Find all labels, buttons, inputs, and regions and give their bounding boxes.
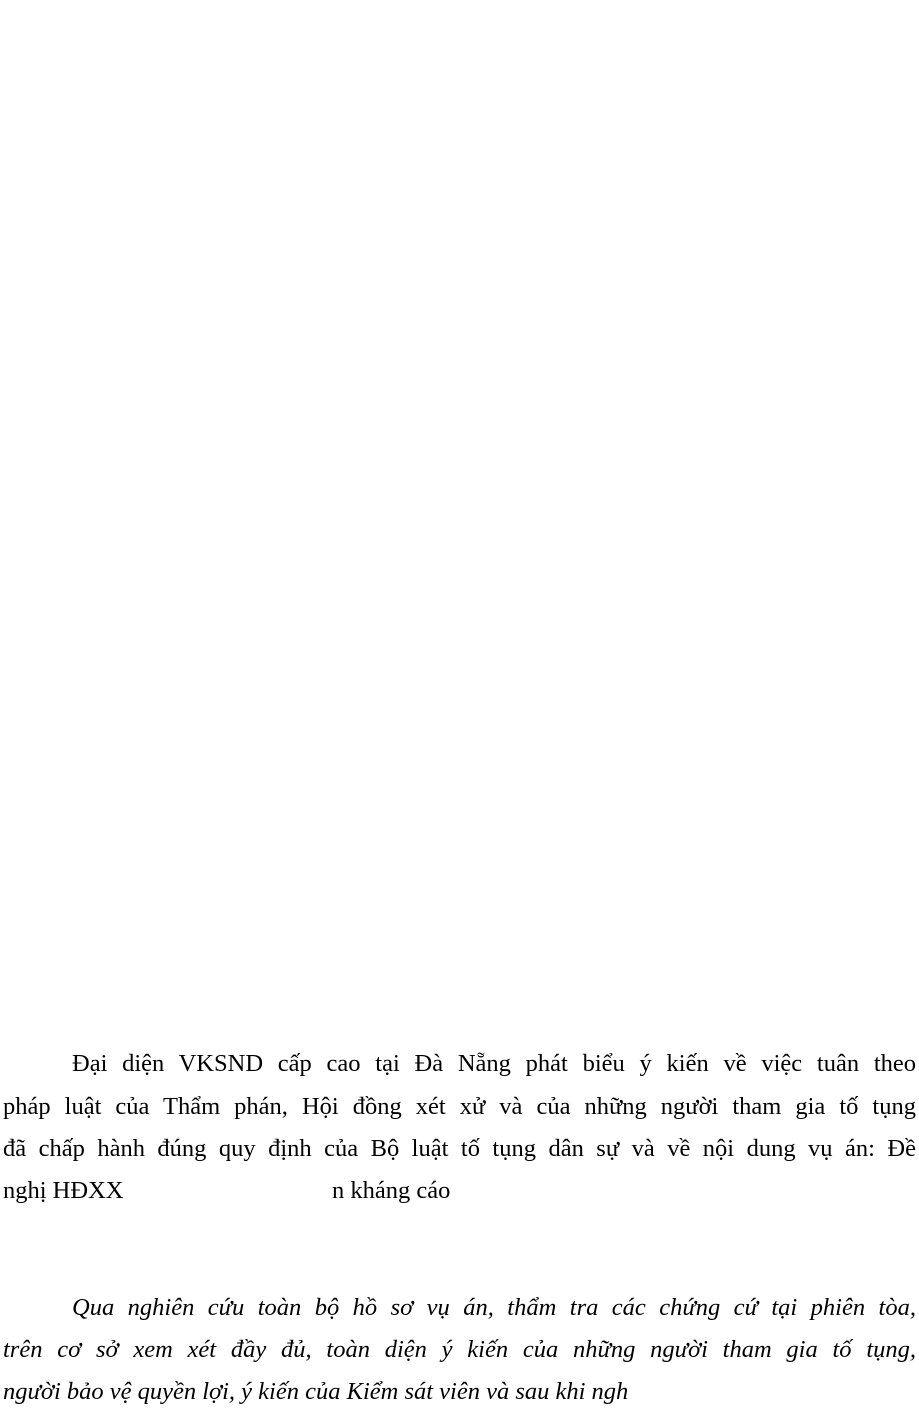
paragraph-1-line-4 bbox=[3, 1172, 916, 1210]
paragraph-1-line-2: pháp luật của Thẩm phán, Hội đồng xét xử và của những người tham gia tố tụng bbox=[3, 1093, 916, 1120]
paragraph-2-line-1: Qua nghiên cứu toàn bộ hồ sơ vụ án, thẩm tra các chứng cứ tại phiên tòa, bbox=[72, 1294, 916, 1321]
paragraph-2-line-3: người bảo vệ quyền lợi, ý kiến của Kiểm sát viên và sau khi ngh bbox=[3, 1378, 629, 1405]
paragraph-2-line-2: trên cơ sở xem xét đầy đủ, toàn diện ý kiến của những người tham gia tố tụng, bbox=[3, 1336, 916, 1363]
paragraph-1-line-4-end: n kháng cáo bbox=[332, 1177, 451, 1204]
paragraph-1-line-4-start: nghị HĐXX bbox=[3, 1177, 124, 1204]
paragraph-1-line-1: Đại diện VKSND cấp cao tại Đà Nẵng phát biểu ý kiến về việc tuân theo bbox=[72, 1050, 916, 1077]
paragraph-1-line-3: đã chấp hành đúng quy định của Bộ luật tố tụng dân sự và về nội dung vụ án: Đề bbox=[3, 1135, 916, 1162]
